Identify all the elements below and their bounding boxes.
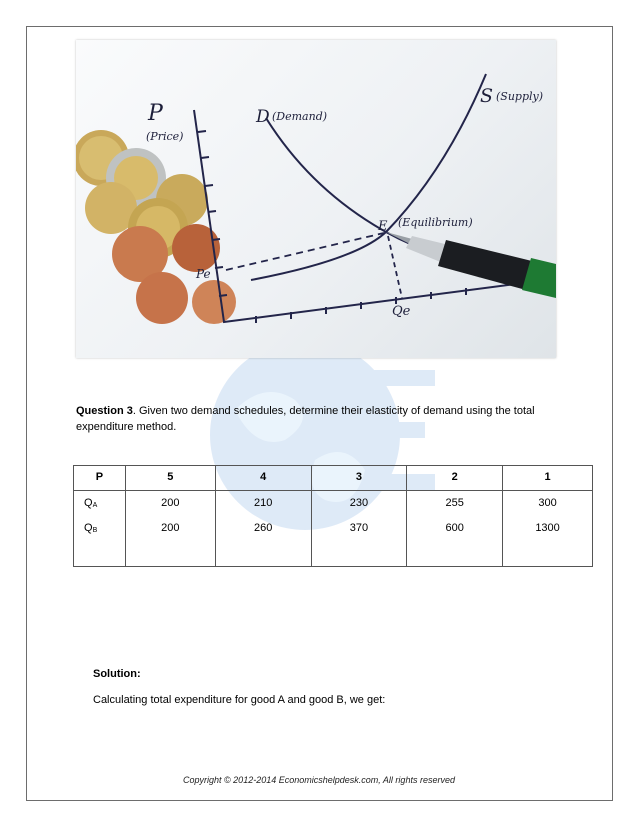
qe-label: Qe — [392, 304, 411, 319]
question-number: Question 3 — [76, 405, 133, 417]
eq-letter: E — [378, 219, 388, 234]
table-cell: 230 370 — [311, 491, 407, 567]
question-text — [76, 403, 576, 435]
table-header-row — [74, 466, 593, 491]
axis-price-label: (Price) — [146, 130, 184, 143]
supply-letter: S — [480, 85, 494, 107]
quantity-labels: $Q_A$ $Q_B$ — [74, 491, 126, 567]
header-p: P — [74, 466, 126, 491]
header-price: 1 — [503, 466, 593, 491]
header-price: 3 — [311, 466, 407, 491]
demand-label: (Demand) — [272, 110, 328, 123]
table-row — [74, 491, 593, 567]
table-cell: 255 600 — [407, 491, 503, 567]
header-price: 5 — [125, 466, 215, 491]
table-cell: 210 260 — [215, 491, 311, 567]
table-cell: 200 200 — [125, 491, 215, 567]
supply-label: (Supply) — [496, 90, 544, 103]
demand-letter: D — [256, 107, 270, 127]
header-price: 4 — [215, 466, 311, 491]
header-price: 2 — [407, 466, 503, 491]
copyright-footer: Copyright © 2012-2014 Economicshelpdesk.com, All rights reserved — [183, 775, 455, 785]
eq-label: (Equilibrium) — [398, 216, 473, 229]
pen-image — [386, 232, 556, 298]
question-body: . Given two demand schedules, determine their elasticity of demand using the total expenditure method. — [76, 405, 535, 433]
table-cell: 300 1300 — [503, 491, 593, 567]
solution-title: Solution: — [93, 668, 141, 680]
economics-photo — [76, 40, 556, 358]
demand-schedule-table — [73, 465, 593, 567]
solution-text: Calculating total expenditure for good A and good B, we get: — [93, 694, 386, 706]
pe-label: Pe — [196, 267, 211, 281]
axis-p-label: P — [148, 101, 163, 126]
coins-image — [76, 130, 236, 324]
demand-curve — [266, 118, 496, 265]
graph-axes — [194, 110, 546, 322]
